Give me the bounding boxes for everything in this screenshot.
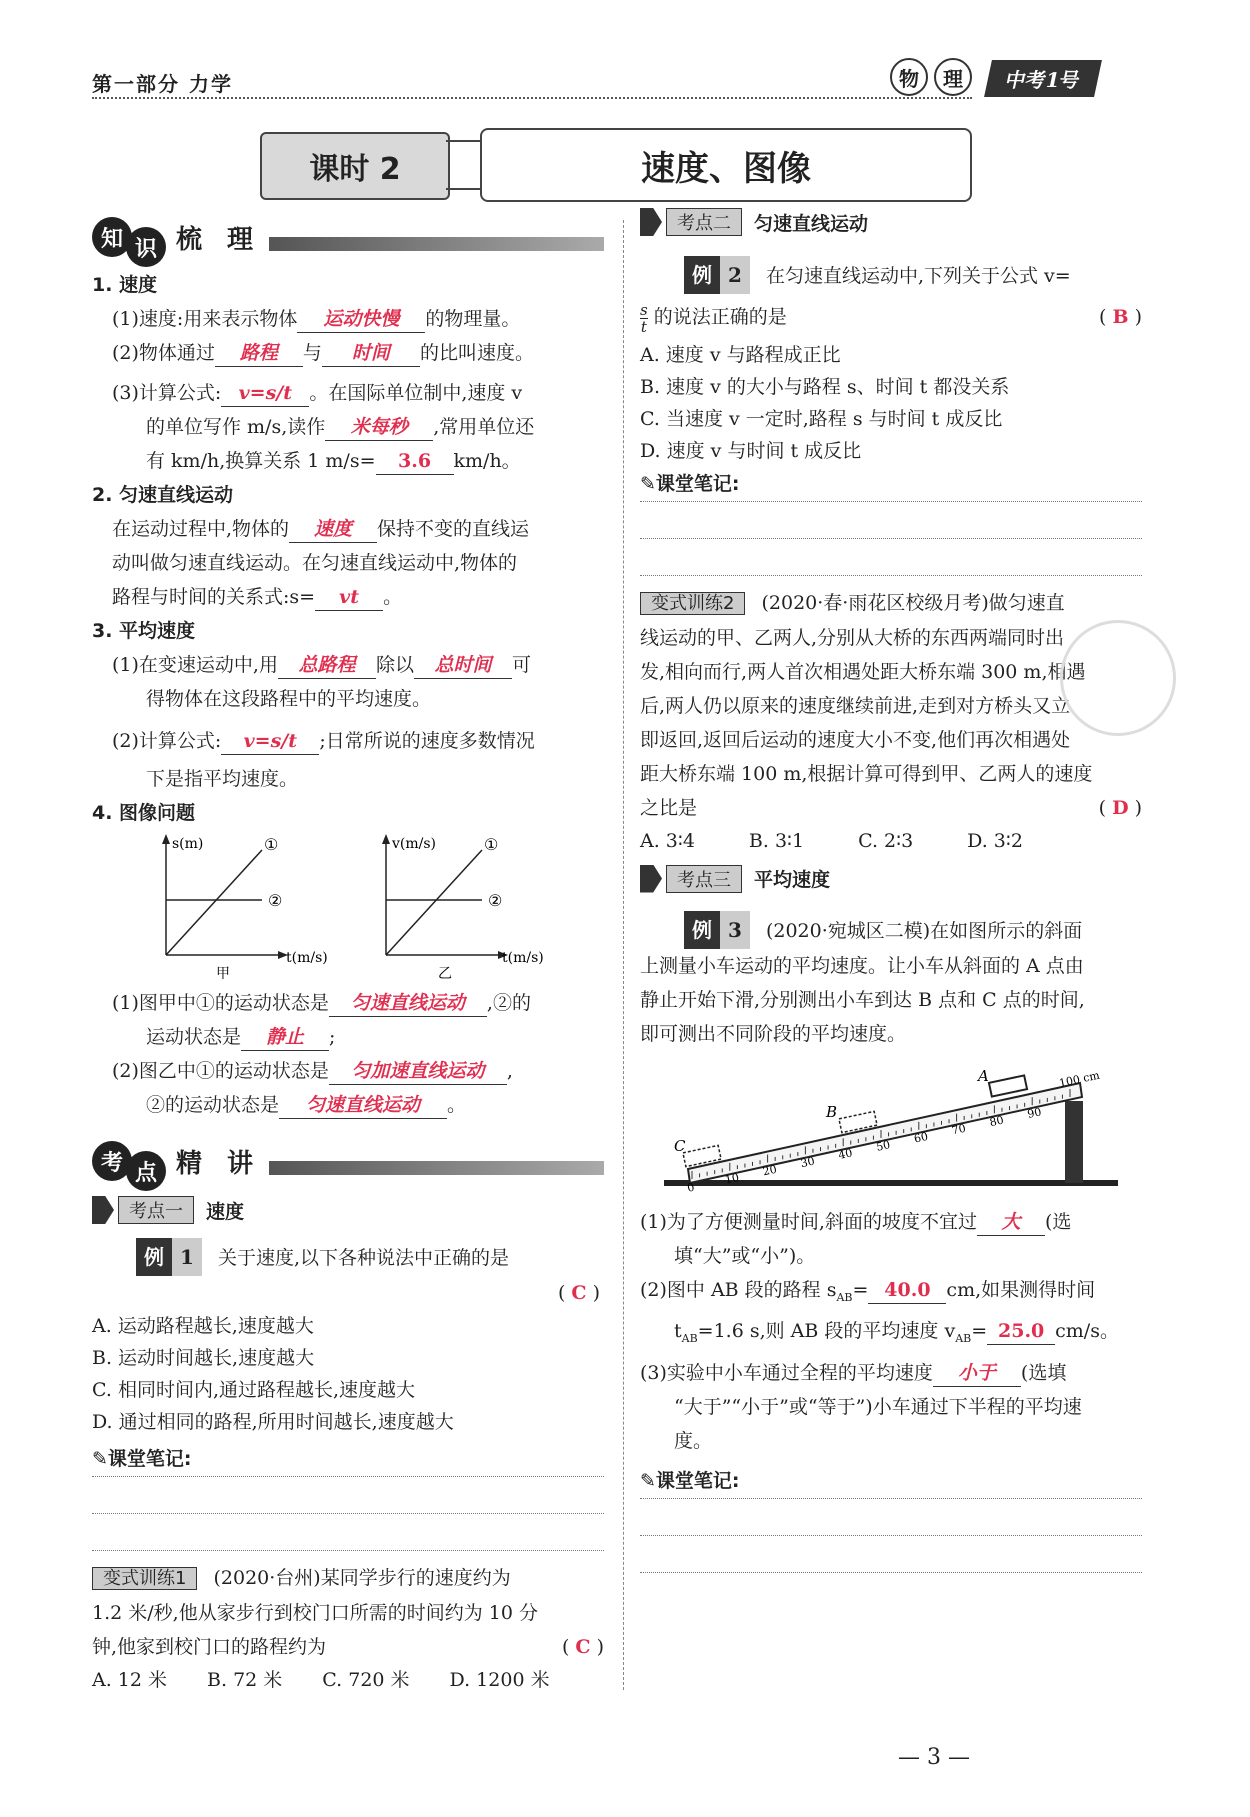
variant-2-line: 即返回,返回后运动的速度大小不变,他们再次相遇处 xyxy=(640,728,1071,751)
left-column xyxy=(92,212,604,1696)
answer-blank: 匀速直线运动 xyxy=(279,1092,447,1119)
ruler-label: 80 xyxy=(988,1113,1005,1129)
s3-c: (2)计算公式: v=s/t ;日常所说的速度多数情况 xyxy=(92,724,604,758)
ruler-label: 40 xyxy=(837,1145,854,1162)
answer-blank: 米每秒 xyxy=(325,414,433,441)
ruler-label: 10 xyxy=(723,1170,741,1187)
graph-caption: 甲 xyxy=(216,966,230,980)
answer-blank: 路程 xyxy=(215,340,303,367)
s3-a: (1)在变速运动中,用 总路程 除以 总时间 可 xyxy=(92,648,604,682)
ruler-label: 20 xyxy=(761,1162,779,1178)
s2-title: 2. 匀速直线运动 xyxy=(92,484,234,506)
y-label: s(m) xyxy=(172,836,204,852)
answer-blank: 匀速直线运动 xyxy=(329,990,487,1017)
example-badge: 例 3 xyxy=(684,911,750,949)
ruler-label: 0 xyxy=(686,1180,696,1195)
fraction: $\frac{s}{t}$ xyxy=(640,300,648,336)
graphs-svg xyxy=(92,830,604,980)
notes-line xyxy=(640,1536,1142,1573)
notes-line xyxy=(640,502,1142,539)
answer-blank: vt xyxy=(315,584,383,611)
point-title: 匀速直线运动 xyxy=(754,212,869,235)
point-tag: 考点三 xyxy=(666,865,742,893)
cart xyxy=(989,1075,1027,1096)
lesson-title: 速度、图像 xyxy=(480,128,972,202)
example-badge: 例 2 xyxy=(684,256,750,294)
notes-label: ✎课堂笔记: xyxy=(640,467,1142,502)
notes-label: ✎课堂笔记: xyxy=(92,1442,604,1477)
point-a: A xyxy=(978,1066,989,1085)
option: A. 速度 v 与路程成正比 xyxy=(640,343,841,366)
knowledge-heading xyxy=(92,212,604,262)
answer-blank: 3.6 xyxy=(376,448,454,475)
tag-arrow-icon xyxy=(640,208,662,236)
option: D. 通过相同的路程,所用时间越长,速度越大 xyxy=(92,1411,454,1433)
subject-char: 理 xyxy=(934,58,972,96)
pencil-icon: ✎ xyxy=(640,472,656,495)
s3-title: 3. 平均速度 xyxy=(92,620,196,642)
ruler-label: 60 xyxy=(912,1129,930,1146)
heading-badge-char: 知 xyxy=(92,217,132,257)
q2-line2: $t_{AB}=1.6$ s,则 AB 段的平均速度 $v_{AB}= 25.0$ cm/s。 xyxy=(674,1320,1119,1346)
graph-jia xyxy=(162,834,328,980)
answer-blank: 总路程 xyxy=(278,652,376,679)
answer-blank: 小于 xyxy=(933,1360,1021,1387)
options-row xyxy=(92,1664,604,1696)
line-mark: ① xyxy=(264,835,279,854)
ramp-figure xyxy=(640,1057,1142,1197)
options-row xyxy=(640,825,1142,857)
heading-badge-char: 识 xyxy=(126,227,166,267)
s4-title: 4. 图像问题 xyxy=(92,802,196,824)
q2: (2)图中 AB 段的路程 $s_{AB}= 40.0$ cm,如果测得时间 xyxy=(640,1278,1096,1304)
s2-b: 动叫做匀速直线运动。在匀速直线运动中,物体的 xyxy=(112,552,518,574)
example-1: 例 1 关于速度,以下各种说法中正确的是 xyxy=(92,1238,604,1276)
line-1 xyxy=(166,850,262,955)
heading-badge-char: 考 xyxy=(92,1141,132,1181)
graph-yi xyxy=(382,834,544,980)
option: D. 1200 米 xyxy=(449,1669,550,1691)
lesson-label: 课时 2 xyxy=(260,132,450,200)
example-3-line: 静止开始下滑,分别测出小车到达 B 点和 C 点的时间, xyxy=(640,988,1085,1011)
q3: (3)实验中小车通过全程的平均速度 小于 (选填 xyxy=(640,1356,1142,1390)
answer-blank: 运动快慢 xyxy=(297,306,425,333)
series-badge: 中考1号 xyxy=(984,60,1102,97)
y-label: v(m/s) xyxy=(392,836,437,852)
s1-c3: 有 km/h,换算关系 1 m/s= 3.6 km/h。 xyxy=(92,444,604,478)
notes-line xyxy=(640,1499,1142,1536)
option: C. 相同时间内,通过路程越长,速度越大 xyxy=(92,1379,416,1401)
answer-blank: 匀加速直线运动 xyxy=(329,1058,507,1085)
incline-board xyxy=(688,1083,1082,1183)
example-2-line: $\frac{s}{t}$ 的说法正确的是 ( B ) xyxy=(640,300,1142,336)
point-tag: 考点二 xyxy=(666,208,742,236)
variant-2-line: 之比是 ( D ) xyxy=(640,796,1142,819)
pencil-icon: ✎ xyxy=(92,1448,108,1470)
variant-2-line: 线运动的甲、乙两人,分别从大桥的东西两端同时出 xyxy=(640,626,1065,649)
heading-bar xyxy=(269,237,604,251)
point-tag-2 xyxy=(640,208,868,236)
answer-blank: 40.0 xyxy=(868,1277,946,1304)
answer-blank: v=s/t xyxy=(221,380,309,407)
point-b: B xyxy=(826,1102,838,1121)
answer-blank: 静止 xyxy=(241,1024,329,1051)
answer-blank: v=s/t xyxy=(221,728,319,755)
s2-a: 在运动过程中,物体的 速度 保持不变的直线运 xyxy=(92,512,604,546)
option: C. 2∶3 xyxy=(858,829,914,852)
option: D. 3∶2 xyxy=(967,829,1023,852)
s2-c: 路程与时间的关系式:s= vt 。 xyxy=(92,580,604,614)
notes-line xyxy=(92,1477,604,1514)
x-label: t(m/s) xyxy=(502,950,544,966)
answer-blank: 速度 xyxy=(289,516,377,543)
point-title: 平均速度 xyxy=(754,869,831,891)
option: D. 速度 v 与时间 t 成反比 xyxy=(640,439,862,462)
s3-d: 下是指平均速度。 xyxy=(146,768,299,790)
stamp-watermark xyxy=(1060,620,1176,736)
graphs xyxy=(92,830,604,980)
point-tag-3 xyxy=(640,865,830,893)
example-badge: 例 1 xyxy=(136,1238,202,1276)
s1-a: (1)速度:用来表示物体 运动快慢 的物理量。 xyxy=(92,302,604,336)
variant-2-line: 距大桥东端 100 m,根据计算可得到甲、乙两人的速度 xyxy=(640,762,1093,785)
variant-2-line: 后,两人仍以原来的速度继续前进,走到对方桥头又立 xyxy=(640,694,1071,717)
answer-blank: 总时间 xyxy=(414,652,512,679)
variant-1-line: 钟,他家到校门口的路程约为 ( C ) xyxy=(92,1636,604,1658)
s3-b: 得物体在这段路程中的平均速度。 xyxy=(146,688,432,710)
line-1 xyxy=(386,850,482,955)
point-c: C xyxy=(674,1136,686,1155)
q3-line2: “大于”“小于”或“等于”)小车通过下半程的平均速 xyxy=(674,1396,1082,1419)
point-tag-1 xyxy=(92,1196,244,1224)
variant-2: 变式训练2 (2020·春·雨花区校级月考)做匀速直 xyxy=(640,586,1142,621)
option: B. 72 米 xyxy=(207,1669,283,1691)
variant-tag: 变式训练1 xyxy=(92,1567,197,1590)
option: B. 3∶1 xyxy=(748,829,805,852)
option: C. 当速度 v 一定时,路程 s 与时间 t 成反比 xyxy=(640,407,1003,430)
heading-bar xyxy=(269,1161,604,1175)
section-label: 第一部分 力学 xyxy=(92,72,233,96)
ruler-label: 90 xyxy=(1026,1104,1043,1121)
s4-b: 运动状态是 静止 ; xyxy=(92,1020,604,1054)
variant-2-line: 发,相向而行,两人首次相遇处距大桥东端 300 m,相遇 xyxy=(640,660,1086,683)
example-2: 例 2 在匀速直线运动中,下列关于公式 v= xyxy=(640,256,1142,294)
q1: (1)为了方便测量时间,斜面的坡度不宜过 大 (选 xyxy=(640,1205,1142,1239)
option: B. 运动时间越长,速度越大 xyxy=(92,1347,315,1369)
option: A. 12 米 xyxy=(92,1669,168,1691)
heading-word: 梳 理 xyxy=(176,224,262,255)
example-3-line: 即可测出不同阶段的平均速度。 xyxy=(640,1022,907,1045)
answer-blank: 25.0 xyxy=(987,1318,1055,1345)
s1-c: (3)计算公式: v=s/t 。在国际单位制中,速度 v xyxy=(92,376,604,410)
option: B. 速度 v 的大小与路程 s、时间 t 都没关系 xyxy=(640,375,1010,398)
ruler-label: 70 xyxy=(950,1121,968,1137)
heading-word: 精 讲 xyxy=(176,1148,262,1179)
example-3: 例 3 (2020·宛城区二模)在如图所示的斜面 xyxy=(640,911,1142,949)
arrow-icon xyxy=(162,834,170,844)
notes-line xyxy=(92,1514,604,1551)
s1-title: 1. 速度 xyxy=(92,274,158,296)
point-title: 速度 xyxy=(206,1200,245,1223)
s4-c: (2)图乙中①的运动状态是 匀加速直线运动 , xyxy=(92,1054,604,1088)
notes-label: ✎课堂笔记: xyxy=(640,1464,1142,1499)
pencil-icon: ✎ xyxy=(640,1470,656,1493)
option: A. 3∶4 xyxy=(640,829,695,852)
s1-b: (2)物体通过 路程 与 时间 的比叫速度。 xyxy=(92,336,604,370)
notes-line xyxy=(640,539,1142,576)
answer-blank: 大 xyxy=(977,1209,1045,1236)
option: A. 运动路程越长,速度越大 xyxy=(92,1315,314,1337)
tag-arrow-icon xyxy=(92,1196,114,1224)
support-block xyxy=(1065,1101,1083,1183)
ruler-label: 50 xyxy=(875,1137,892,1154)
tag-arrow-icon xyxy=(640,865,662,893)
ruler-label: 30 xyxy=(799,1154,816,1170)
s4-d: ②的运动状态是 匀速直线运动 。 xyxy=(92,1088,604,1122)
point-tag: 考点一 xyxy=(118,1196,194,1224)
header-divider xyxy=(92,97,972,99)
q1-line2: 填“大”或“小”)。 xyxy=(674,1244,816,1267)
q3-line3: 度。 xyxy=(674,1430,713,1453)
line-mark: ② xyxy=(268,891,283,910)
x-label: t(m/s) xyxy=(286,950,328,966)
ruler-unit: 100 cm xyxy=(1057,1068,1101,1090)
points-heading xyxy=(92,1136,604,1186)
variant-tag: 变式训练2 xyxy=(640,592,745,615)
right-column xyxy=(640,208,1142,1573)
answer-blank: 时间 xyxy=(322,340,420,367)
subject-logo xyxy=(890,58,972,96)
subject-char: 物 xyxy=(890,58,928,96)
heading-badge-char: 点 xyxy=(126,1151,166,1191)
s4-a: (1)图甲中①的运动状态是 匀速直线运动 ,②的 xyxy=(92,986,604,1020)
example-3-line: 上测量小车运动的平均速度。让小车从斜面的 A 点由 xyxy=(640,954,1084,977)
s1-c2: 的单位写作 m/s,读作 米每秒 ,常用单位还 xyxy=(92,410,604,444)
line-mark: ① xyxy=(484,835,499,854)
option: C. 720 米 xyxy=(322,1669,410,1691)
column-divider xyxy=(623,220,624,1690)
page-number: — 3 — xyxy=(898,1745,970,1770)
answer-bracket: ( C ) xyxy=(557,1282,600,1304)
variant-1-line: 1.2 米/秒,他从家步行到校门口所需的时间约为 10 分 xyxy=(92,1602,538,1624)
arrow-icon xyxy=(382,834,390,844)
variant-1: 变式训练1 (2020·台州)某同学步行的速度约为 xyxy=(92,1561,604,1596)
title-connector xyxy=(446,140,480,190)
line-mark: ② xyxy=(488,891,503,910)
graph-caption: 乙 xyxy=(438,966,452,980)
